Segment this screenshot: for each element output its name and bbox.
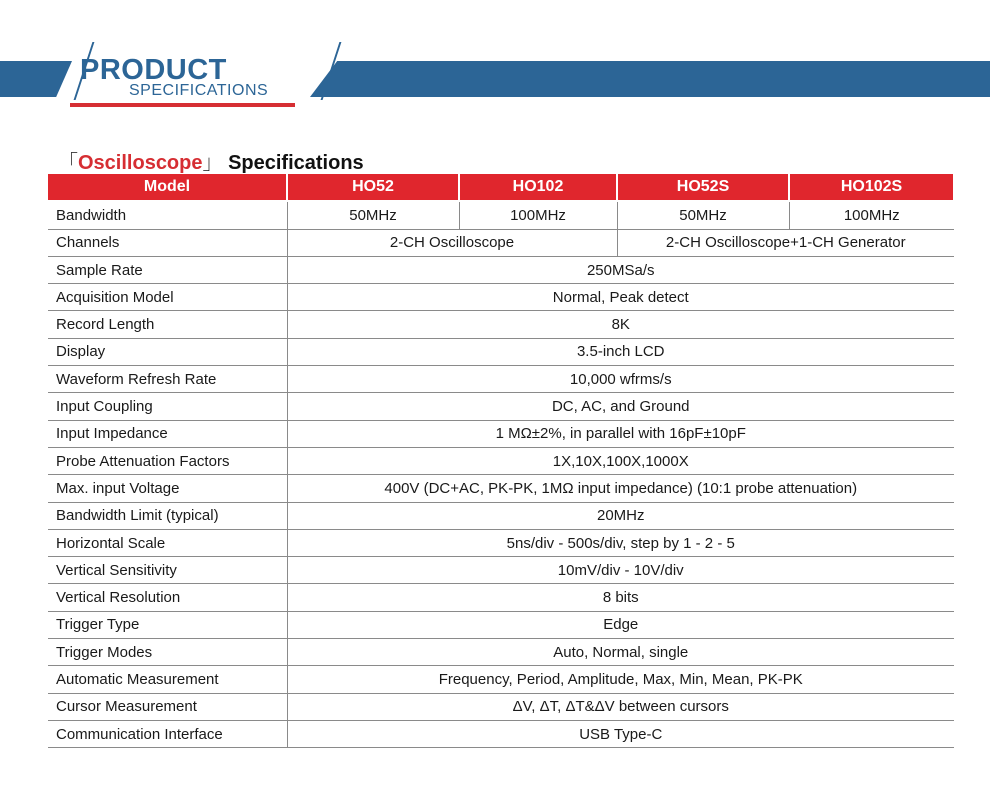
row-probe-attenuation <box>48 447 954 474</box>
row-input-impedance <box>48 420 954 447</box>
row-cursor-measurement <box>48 693 954 720</box>
row-trigger-modes <box>48 639 954 666</box>
row-label: Probe Attenuation Factors <box>48 447 287 474</box>
row-label: Display <box>48 338 287 365</box>
row-value: 10mV/div - 10V/div <box>287 557 954 584</box>
row-value: 50MHz <box>287 201 459 229</box>
row-communication-interface <box>48 720 954 747</box>
row-input-coupling <box>48 393 954 420</box>
row-value: 50MHz <box>617 201 789 229</box>
header-ho52: HO52 <box>287 174 459 201</box>
row-trigger-type <box>48 611 954 638</box>
row-value: 1 MΩ±2%, in parallel with 16pF±10pF <box>287 420 954 447</box>
row-bandwidth-limit <box>48 502 954 529</box>
row-value: DC, AC, and Ground <box>287 393 954 420</box>
header-ho102s: HO102S <box>789 174 954 201</box>
row-label: Input Coupling <box>48 393 287 420</box>
row-acquisition-model <box>48 284 954 311</box>
row-display <box>48 338 954 365</box>
row-label: Input Impedance <box>48 420 287 447</box>
row-label: Max. input Voltage <box>48 475 287 502</box>
row-label: Vertical Resolution <box>48 584 287 611</box>
row-automatic-measurement <box>48 666 954 693</box>
section-heading <box>58 146 364 175</box>
row-value: 10,000 wfrms/s <box>287 366 954 393</box>
row-label: Trigger Modes <box>48 639 287 666</box>
row-value: 20MHz <box>287 502 954 529</box>
row-label: Cursor Measurement <box>48 693 287 720</box>
row-value: 100MHz <box>789 201 954 229</box>
heading-text: Specifications <box>228 152 364 174</box>
row-horizontal-scale <box>48 529 954 556</box>
row-sample-rate <box>48 256 954 283</box>
row-value: Normal, Peak detect <box>287 284 954 311</box>
row-value: USB Type-C <box>287 720 954 747</box>
banner-underline <box>70 103 295 107</box>
row-waveform-refresh-rate <box>48 366 954 393</box>
row-value: 2-CH Oscilloscope <box>287 229 617 256</box>
row-channels <box>48 229 954 256</box>
row-label: Vertical Sensitivity <box>48 557 287 584</box>
heading-close-bracket: 」 <box>202 152 223 174</box>
row-value: 8K <box>287 311 954 338</box>
row-value: Edge <box>287 611 954 638</box>
row-label: Waveform Refresh Rate <box>48 366 287 393</box>
row-max-input-voltage <box>48 475 954 502</box>
row-record-length <box>48 311 954 338</box>
row-label: Bandwidth <box>48 201 287 229</box>
header-model: Model <box>48 174 287 201</box>
header-ho52s: HO52S <box>617 174 789 201</box>
row-label: Communication Interface <box>48 720 287 747</box>
row-bandwidth <box>48 201 954 229</box>
banner-left-bar <box>0 61 72 97</box>
row-value: ΔV, ΔT, ΔT&ΔV between cursors <box>287 693 954 720</box>
row-label: Bandwidth Limit (typical) <box>48 502 287 529</box>
table-header-row <box>48 174 954 201</box>
row-value: 2-CH Oscilloscope+1-CH Generator <box>617 229 954 256</box>
row-label: Automatic Measurement <box>48 666 287 693</box>
row-label: Record Length <box>48 311 287 338</box>
row-value: 1X,10X,100X,1000X <box>287 447 954 474</box>
banner-subtitle: SPECIFICATIONS <box>129 82 269 99</box>
row-value: 5ns/div - 500s/div, step by 1 - 2 - 5 <box>287 529 954 556</box>
row-vertical-resolution <box>48 584 954 611</box>
heading-open-bracket: 「 <box>58 152 78 174</box>
row-value: 8 bits <box>287 584 954 611</box>
row-label: Channels <box>48 229 287 256</box>
row-vertical-sensitivity <box>48 557 954 584</box>
header-ho102: HO102 <box>459 174 617 201</box>
row-value: Frequency, Period, Amplitude, Max, Min, Mean, PK-PK <box>287 666 954 693</box>
banner-right-bar <box>310 61 990 97</box>
row-value: 400V (DC+AC, PK-PK, 1MΩ input impedance) (10:1 probe attenuation) <box>287 475 954 502</box>
row-label: Trigger Type <box>48 611 287 638</box>
row-value: Auto, Normal, single <box>287 639 954 666</box>
spec-table <box>48 174 955 748</box>
row-label: Acquisition Model <box>48 284 287 311</box>
row-value: 3.5-inch LCD <box>287 338 954 365</box>
row-label: Horizontal Scale <box>48 529 287 556</box>
row-value: 250MSa/s <box>287 256 954 283</box>
banner-title: PRODUCT <box>80 54 227 86</box>
row-value: 100MHz <box>459 201 617 229</box>
heading-product: Oscilloscope <box>78 152 203 174</box>
row-label: Sample Rate <box>48 256 287 283</box>
